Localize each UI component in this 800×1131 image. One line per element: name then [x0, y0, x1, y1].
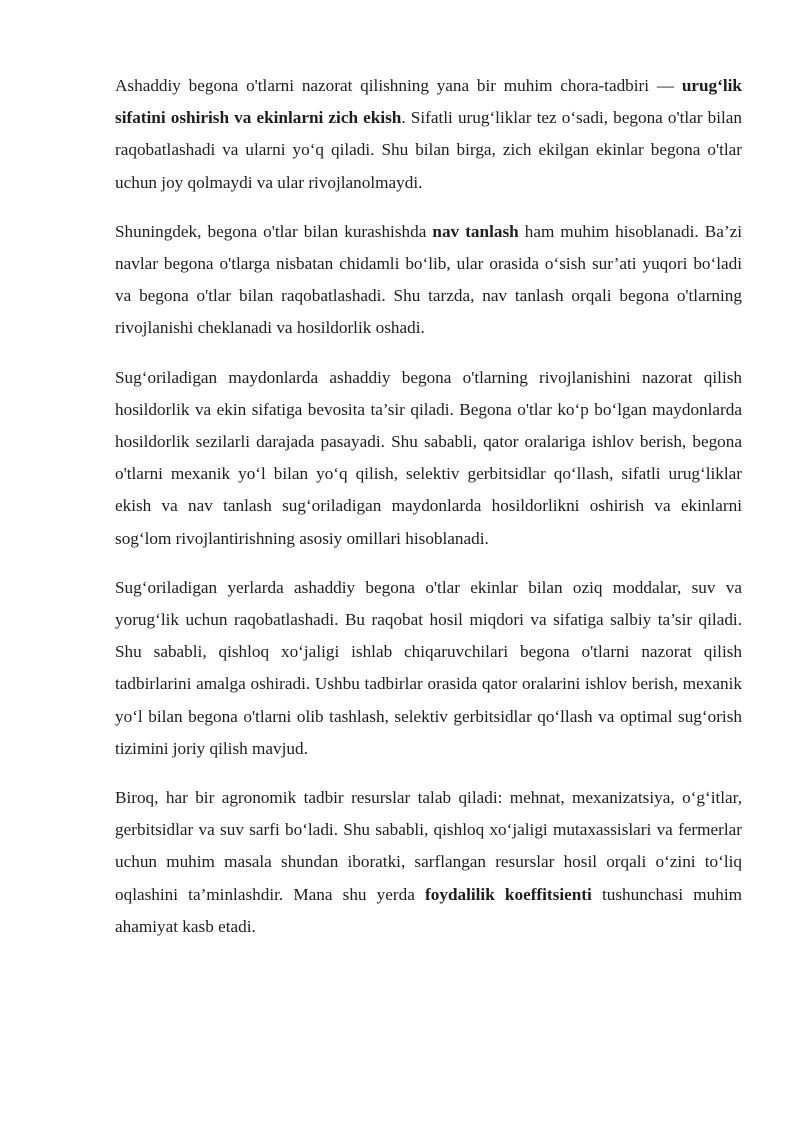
bold-term-variety-selection: nav tanlash	[432, 221, 519, 241]
text-run: Sug‘oriladigan yerlarda ashaddiy begona o'tlar ekinlar bilan oziq moddalar, suv va yorug‘lik uchun raqobatlashadi. Bu raqobat hosil miqdori va sifatiga salbiy ta’sir qiladi. Shu sababli, qishloq xo‘jaligi ishlab chiqaruvchilari begona o'tlarni nazorat qilish tadbirlarini amalga oshiradi. Ushbu tadbirlar orasida qator oralarini ishlov berish, mexanik yo‘l bilan begona o'tlarni olib tashlash, selektiv gerbitsidlar qo‘llash va optimal sug‘orish tizimini joriy qilish mavjud.	[115, 577, 742, 758]
text-run: Sug‘oriladigan maydonlarda ashaddiy begona o'tlarning rivojlanishini nazorat qilish hosildorlik va ekin sifatiga bevosita ta’sir qiladi. Begona o'tlar ko‘p bo‘lgan maydonlarda hosildorlik sezilarli darajada pasayadi. Shu sababli, qator oralariga ishlov berish, begona o'tlarni mexanik yo‘l bilan yo‘q qilish, selektiv gerbitsidlar qo‘llash, sifatli urug‘liklar ekish va nav tanlash sug‘oriladigan maydonlarda hosildorlikni oshirish va ekinlarni sog‘lom rivojlantirishning asosiy omillari hisoblanadi.	[115, 367, 742, 548]
text-run: Biroq, har bir agronomik tadbir resurslar talab qiladi: mehnat, mexanizatsiya, o‘g‘itlar, gerbitsidlar va suv sarfi bo‘ladi. Shu sababli, qishloq xo‘jaligi mutaxassislari va fermerlar uchun muhim masala shundan iboratki, sarflangan resurslar hosil orqali o‘zini to‘liq oqlashini ta’minlashdir. Mana shu yerda	[115, 788, 742, 904]
paragraph-4	[115, 572, 742, 765]
text-run: tushunchasi muhim ahamiyat kasb etadi.	[115, 884, 742, 936]
paragraph-2	[115, 216, 742, 345]
text-run: . Sifatli urug‘liklar tez o‘sadi, begona o'tlar bilan raqobatlashadi va ularni yo‘q qiladi. Shu bilan birga, zich ekilgan ekinlar begona o'tlar uchun joy qolmaydi va ular rivojlanolmaydi.	[115, 108, 743, 192]
paragraph-5	[115, 782, 742, 943]
paragraph-3	[115, 362, 742, 555]
text-run: Ashaddiy begona o'tlarni nazorat qilishning yana bir muhim chora-tadbiri —	[115, 76, 682, 95]
text-run: ham muhim hisoblanadi. Ba’zi navlar begona o'tlarga nisbatan chidamli bo‘lib, ular orasida o‘sish sur’ati yuqori bo‘ladi va begona o'tlar bilan raqobatlashadi. Shu tarzda, nav tanlash orqali begona o'tlarning rivojlanishi cheklanadi va hosildorlik oshadi.	[115, 221, 742, 338]
bold-term-efficiency-coefficient: foydalilik koeffitsienti	[425, 884, 592, 904]
text-run: Shuningdek, begona o'tlar bilan kurashishda	[115, 221, 433, 241]
document-body	[115, 70, 742, 960]
paragraph-1	[115, 70, 742, 199]
bold-term-seed-quality: urug‘lik sifatini oshirish va ekinlarni zich ekish	[115, 76, 742, 128]
